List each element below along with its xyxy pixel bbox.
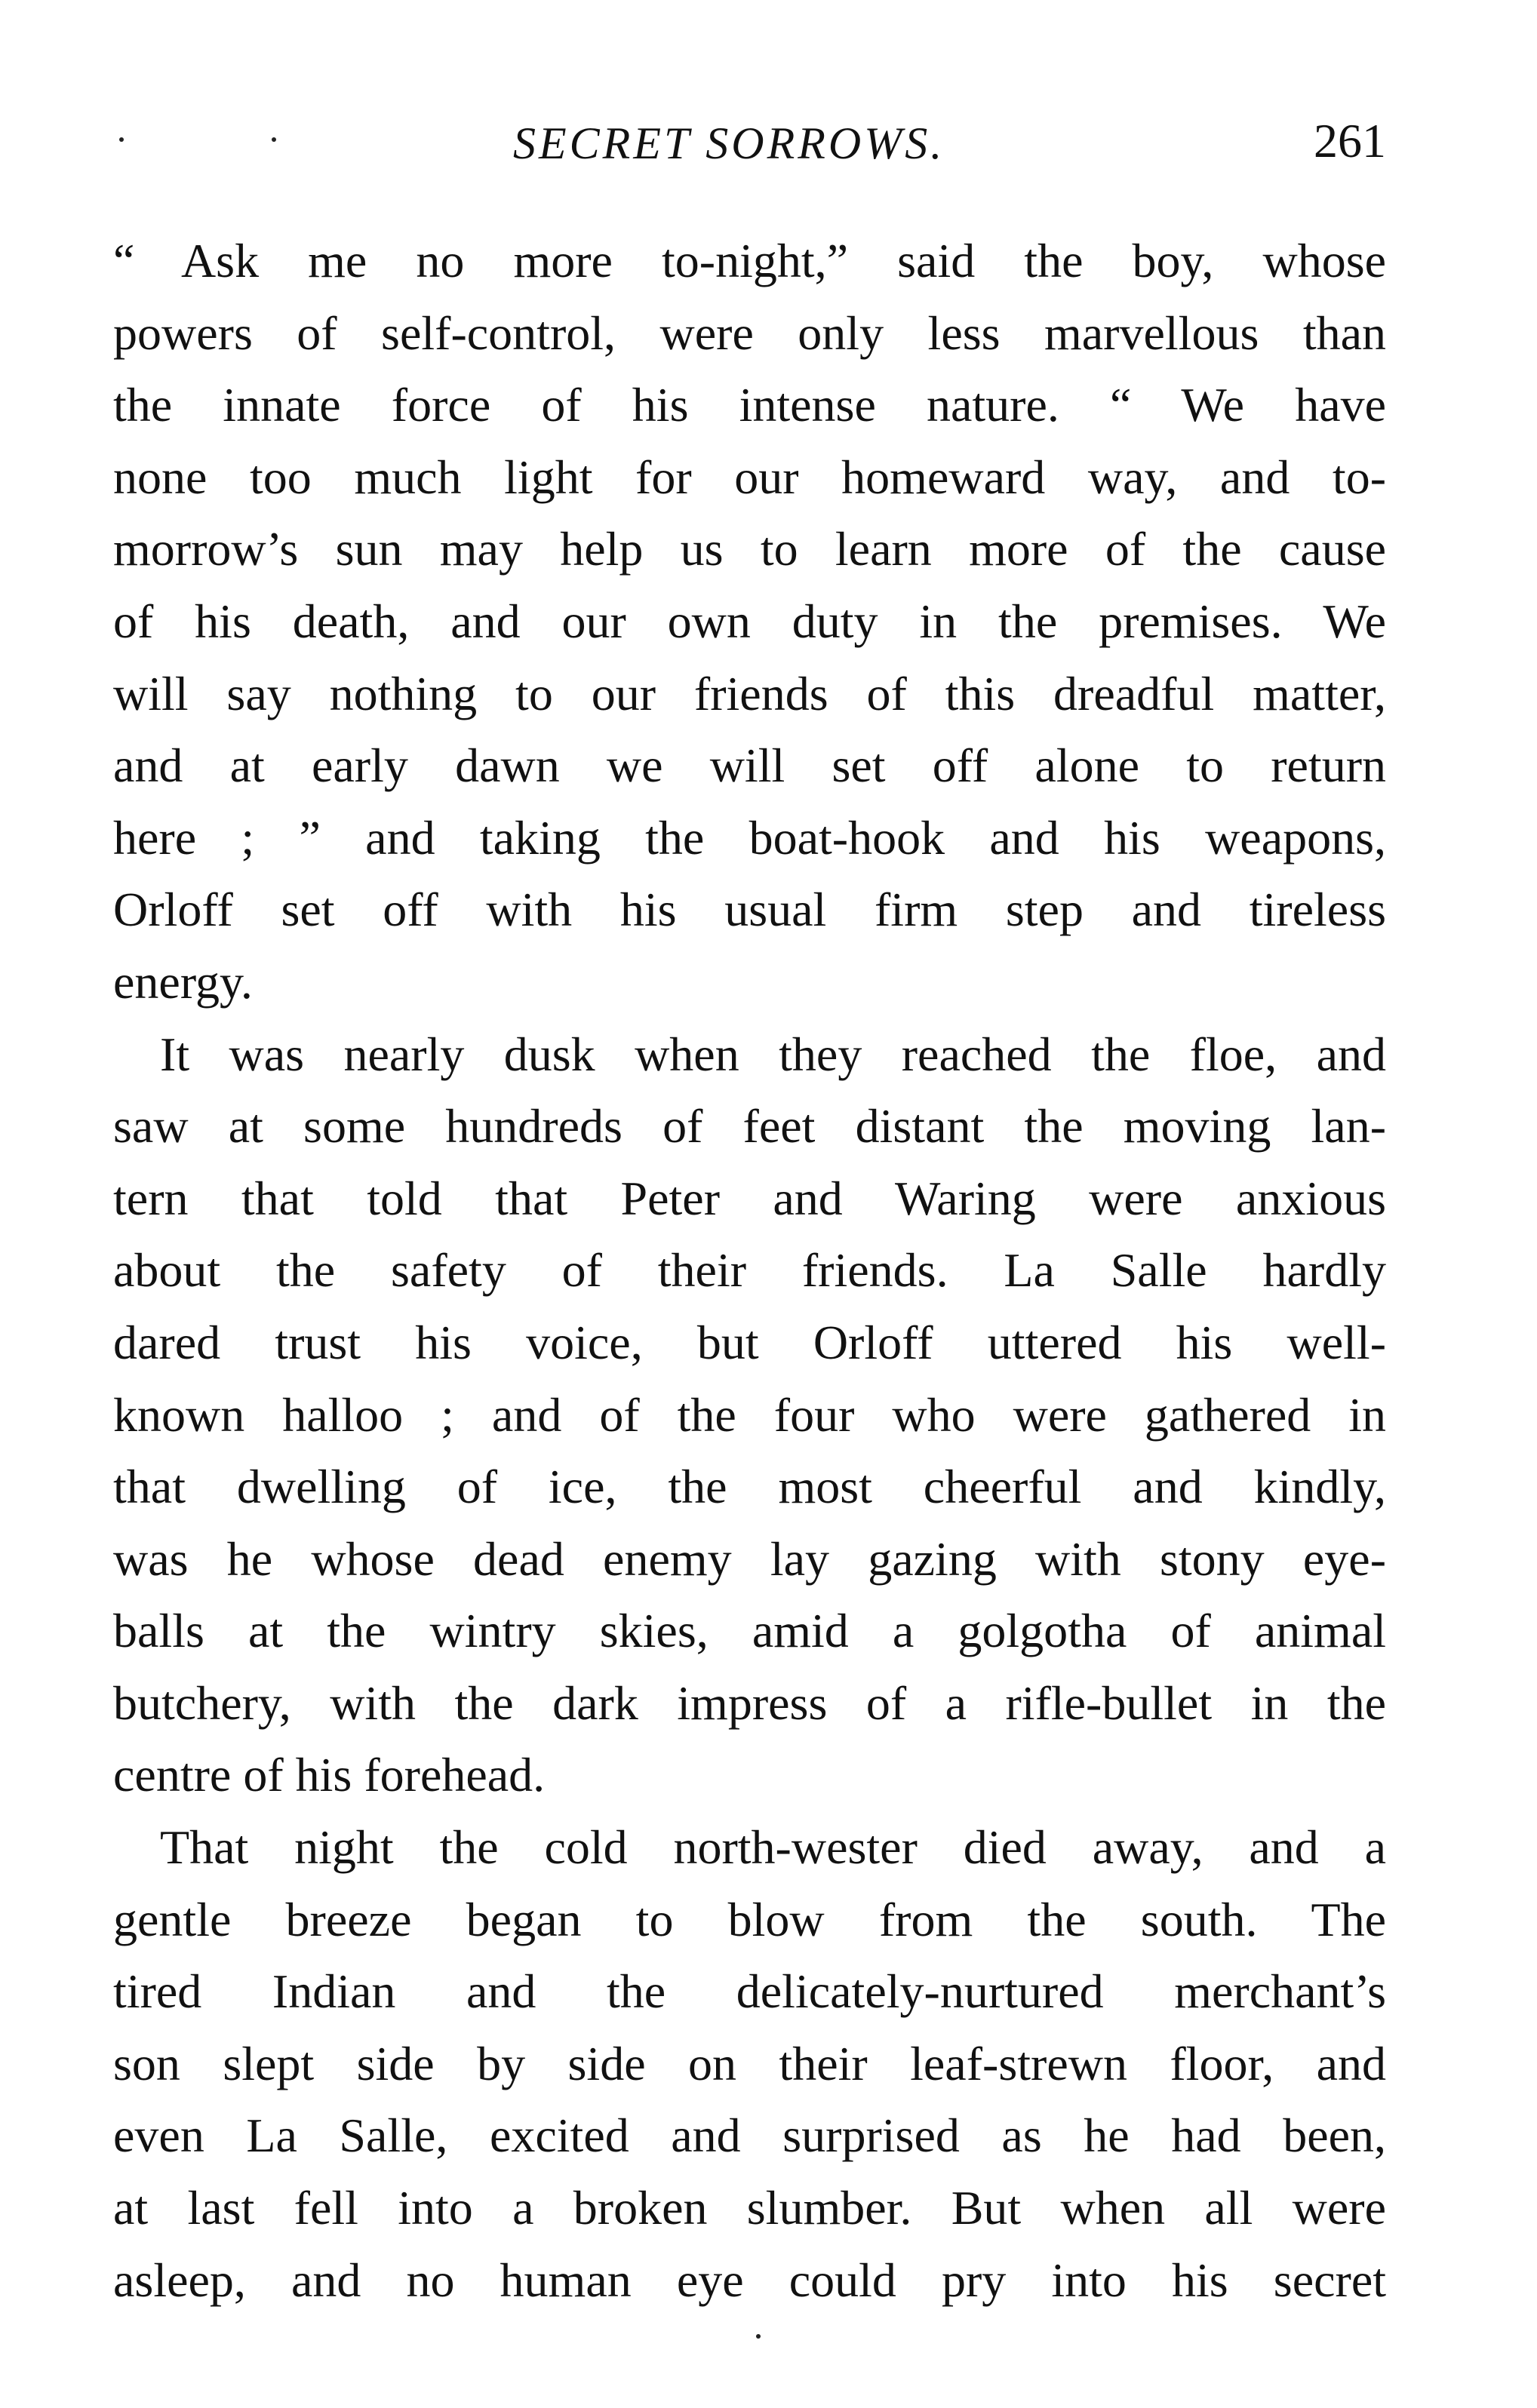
- text-line: energy.: [113, 954, 253, 1009]
- text-line: “ Ask me no more to-night,” said the boy, whose: [113, 234, 1386, 287]
- page-number: 261: [1314, 114, 1386, 167]
- text-line: and at early dawn we will set off alone to return: [113, 739, 1386, 793]
- text-line: saw at some hundreds of feet distant the moving lan-: [113, 1099, 1386, 1153]
- text-line: centre of his forehead.: [113, 1748, 546, 1802]
- page-header: [113, 113, 1386, 189]
- text-line: at last fell into a broken slumber. But when all were: [113, 2181, 1386, 2235]
- text-line: morrow’s sun may help us to learn more of the cause: [113, 522, 1386, 576]
- ink-speck: [756, 2334, 761, 2339]
- text-line: butchery, with the dark impress of a rifle-bullet in the: [113, 1675, 1386, 1730]
- text-line: powers of self-control, were only less marvellous than: [113, 306, 1386, 360]
- ink-speck: [272, 137, 276, 142]
- text-line: was he whose dead enemy lay gazing with stony eye-: [113, 1531, 1386, 1586]
- text-line: That night the cold north-wester died away, and a: [160, 1820, 1386, 1875]
- text-line: the innate force of his intense nature. “ We have: [113, 378, 1386, 432]
- text-line: It was nearly dusk when they reached the floe, and: [160, 1027, 1386, 1081]
- text-line: even La Salle, excited and surprised as he had been,: [113, 2109, 1386, 2163]
- text-line: known halloo ; and of the four who were gathered in: [113, 1387, 1386, 1442]
- text-line: asleep, and no human eye could pry into his secret: [113, 2253, 1386, 2307]
- text-line: gentle breeze began to blow from the south. The: [113, 1892, 1386, 1946]
- text-line: will say nothing to our friends of this dreadful matter,: [113, 666, 1386, 720]
- text-line: balls at the wintry skies, amid a golgotha of animal: [113, 1604, 1386, 1658]
- text-line: of his death, and our own duty in the premises. We: [113, 594, 1386, 648]
- text-line: none too much light for our homeward way, and to-: [113, 450, 1386, 504]
- text-line: tern that told that Peter and Waring were anxious: [113, 1171, 1386, 1225]
- text-line: here ; ” and taking the boat-hook and his weapons,: [113, 810, 1386, 865]
- ink-speck: [119, 137, 124, 142]
- text-line: that dwelling of ice, the most cheerful and kindly,: [113, 1460, 1386, 1514]
- running-title: SECRET SORROWS.: [513, 118, 945, 168]
- body-text: [113, 225, 1386, 2316]
- text-line: tired Indian and the delicately-nurtured merchant’s: [113, 1964, 1386, 2019]
- text-line: dared trust his voice, but Orloff uttered his well-: [113, 1315, 1386, 1369]
- text-line: Orloff set off with his usual firm step and tireless: [113, 883, 1386, 937]
- text-line: about the safety of their friends. La Salle hardly: [113, 1243, 1386, 1298]
- text-line: son slept side by side on their leaf-strewn floor, and: [113, 2036, 1386, 2090]
